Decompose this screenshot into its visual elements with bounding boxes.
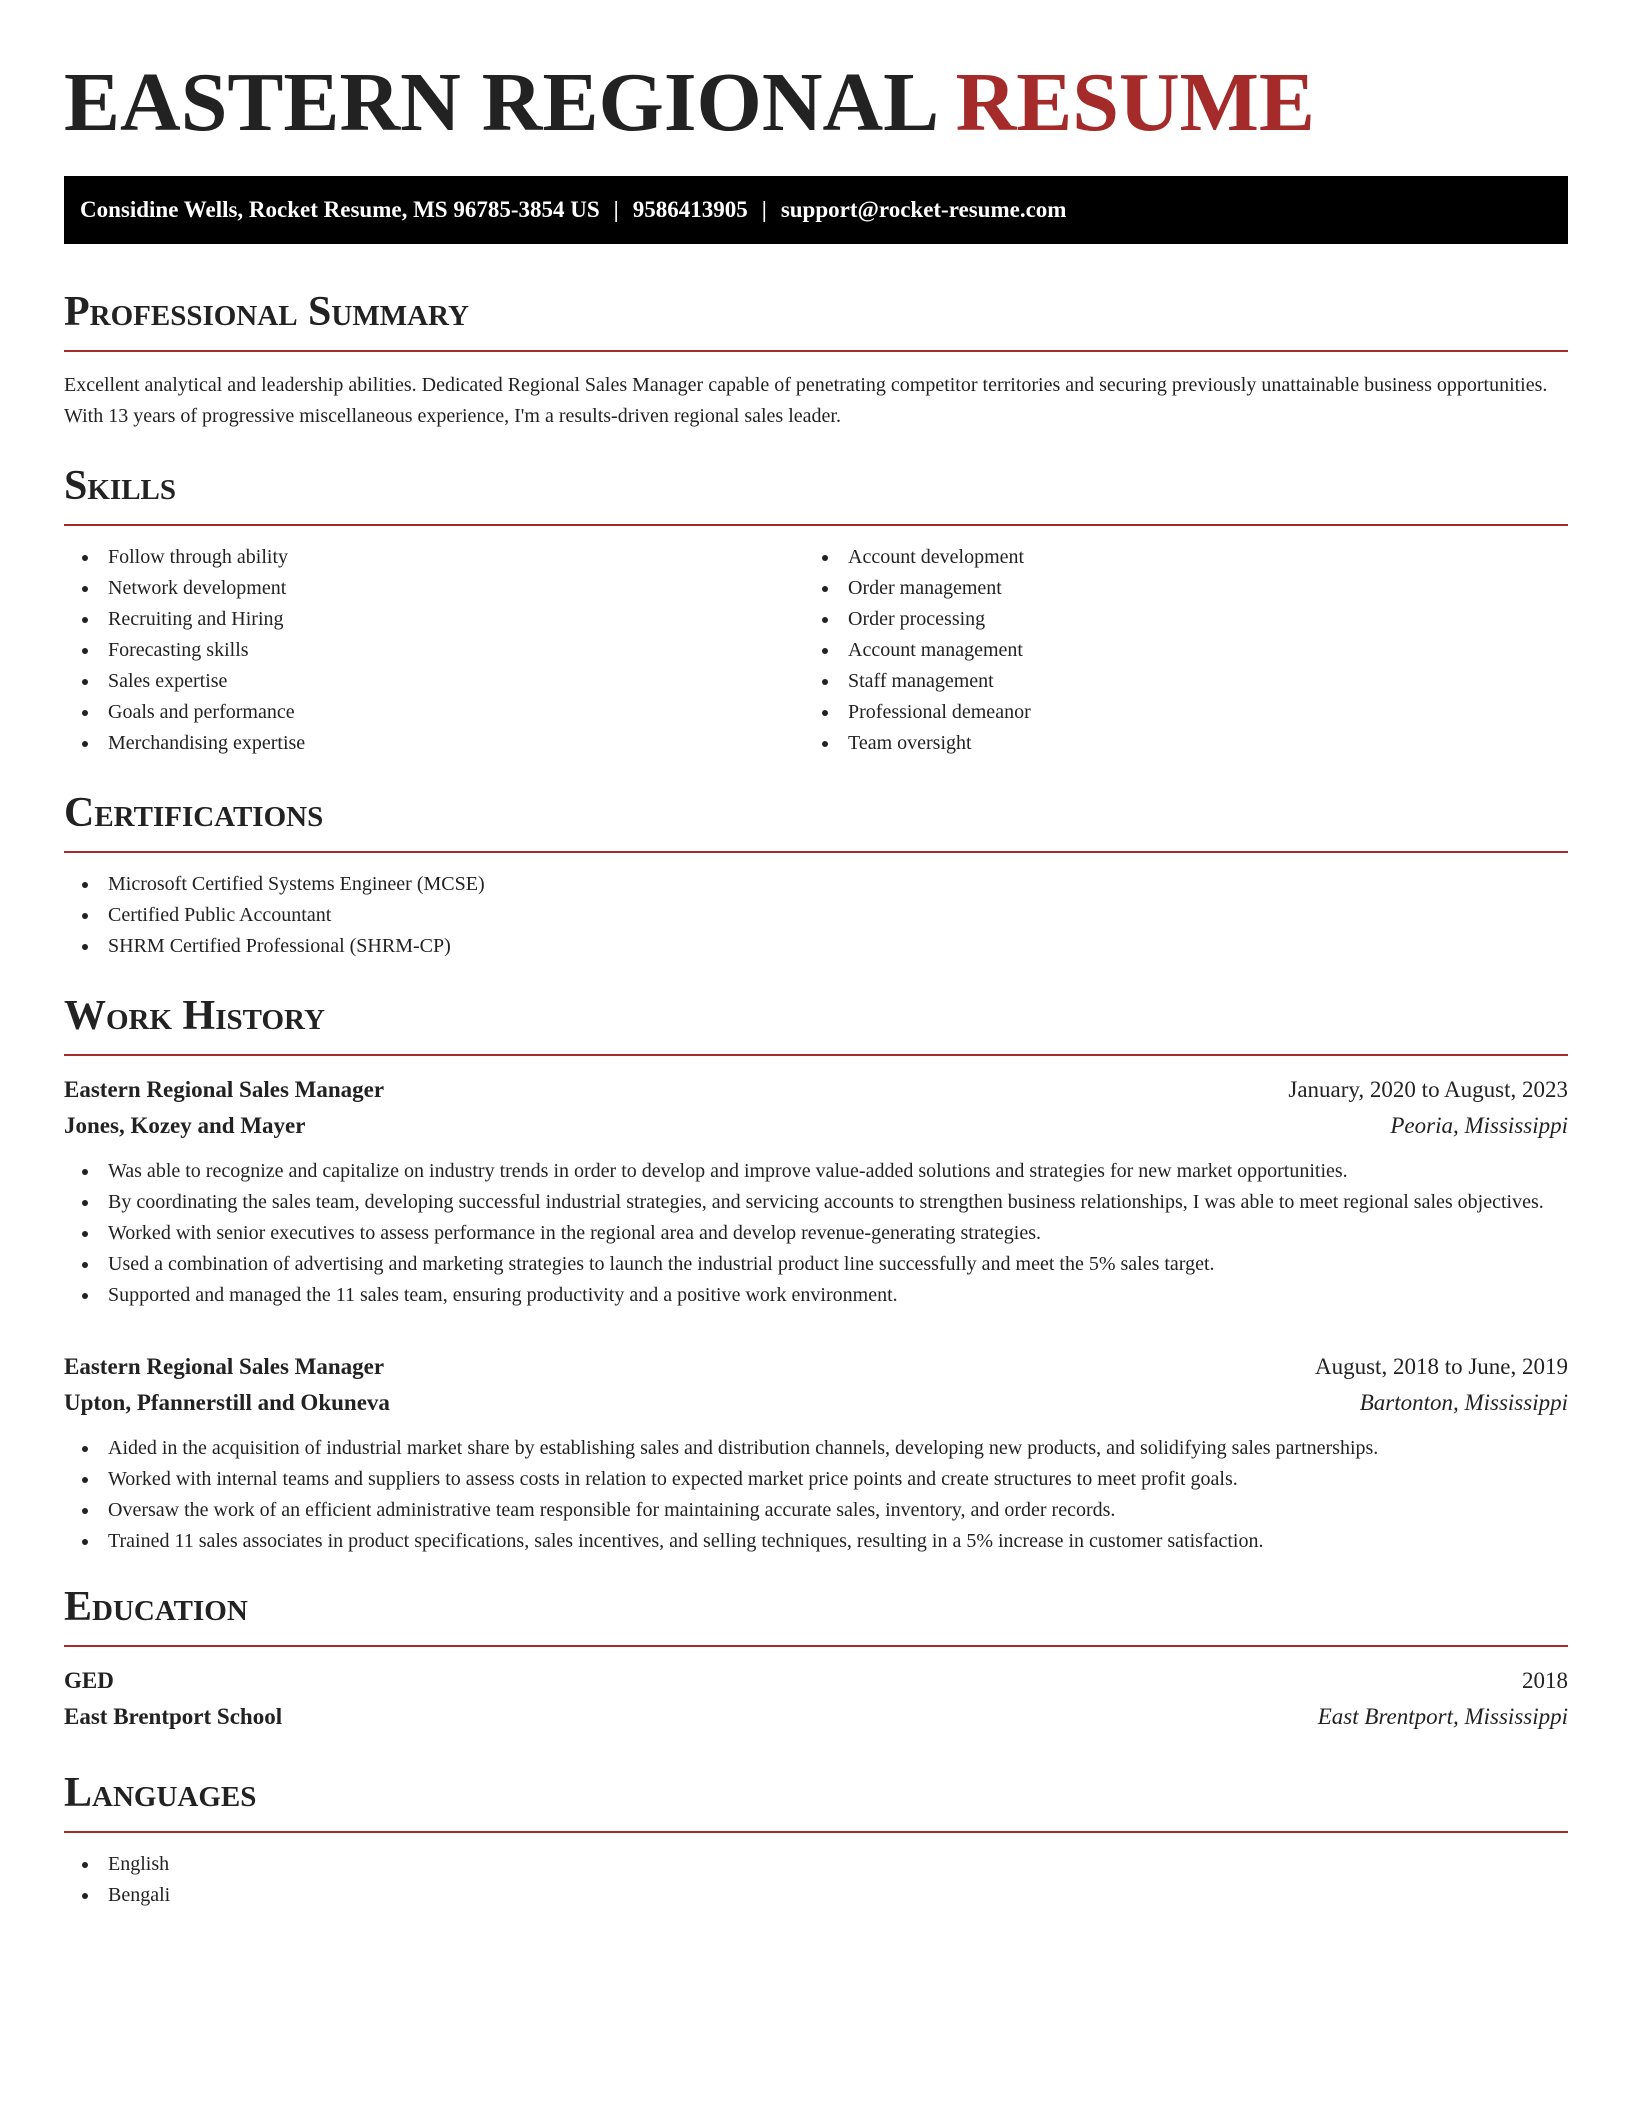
job-entry [64,1072,1568,1311]
certifications-list [64,869,1568,962]
skill-item: Account development [804,542,1544,573]
skill-item: Network development [64,573,804,604]
certification-item: SHRM Certified Professional (SHRM-CP) [64,931,1568,962]
summary-section [64,288,1568,432]
resume-title [64,0,1568,150]
language-item: Bengali [64,1880,1568,1911]
skill-item: Staff management [804,666,1544,697]
section-heading-certifications: Certifications [64,790,324,836]
job-header-row [64,1349,1568,1385]
education-location: East Brentport, Mississippi [1317,1704,1568,1729]
education-entry [64,1663,1568,1735]
skills-section [64,462,1568,759]
job-bullet: Worked with senior executives to assess performance in the regional area and develop revenue-generating strategies. [64,1218,1568,1249]
education-degree: GED [64,1668,114,1693]
job-bullet-list [64,1433,1568,1557]
section-divider [64,1831,1568,1833]
section-heading-work-history: Work History [64,993,325,1039]
job-title: Eastern Regional Sales Manager [64,1354,385,1379]
job-dates: August, 2018 to June, 2019 [1315,1354,1568,1379]
job-company-row [64,1108,1568,1144]
certification-item: Microsoft Certified Systems Engineer (MCSE) [64,869,1568,900]
job-location: Peoria, Mississippi [1390,1113,1568,1138]
contact-separator: | [761,197,767,222]
resume-page [64,0,1568,1911]
section-heading-education: Education [64,1584,248,1630]
section-divider [64,1054,1568,1056]
section-divider [64,524,1568,526]
job-bullet: Aided in the acquisition of industrial market share by establishing sales and distribution channels, developing new products, and solidifying sales partnerships. [64,1433,1568,1464]
title-part-red: RESUME [955,56,1315,149]
job-bullet: Was able to recognize and capitalize on industry trends in order to develop and improve value-added solutions and strategies for new market opportunities. [64,1156,1568,1187]
skill-item: Goals and performance [64,697,804,728]
job-bullet: Worked with internal teams and suppliers to assess costs in relation to expected market price points and create structures to meet profit goals. [64,1464,1568,1495]
languages-list [64,1849,1568,1911]
job-bullet: Oversaw the work of an efficient administrative team responsible for maintaining accurate sales, inventory, and order records. [64,1495,1568,1526]
job-bullet: Trained 11 sales associates in product specifications, sales incentives, and selling techniques, resulting in a 5% increase in customer satisfaction. [64,1526,1568,1557]
language-item: English [64,1849,1568,1880]
skill-item: Sales expertise [64,666,804,697]
job-title: Eastern Regional Sales Manager [64,1077,385,1102]
contact-bar [64,176,1568,244]
skill-item: Professional demeanor [804,697,1544,728]
job-bullet-list [64,1156,1568,1311]
job-bullet: By coordinating the sales team, developing successful industrial strategies, and servicing accounts to strengthen business relationships, I was able to meet regional sales objectives. [64,1187,1568,1218]
contact-phone: 9586413905 [632,197,748,222]
job-header-row [64,1072,1568,1108]
skill-item: Recruiting and Hiring [64,604,804,635]
contact-email: support@rocket-resume.com [780,197,1067,222]
job-entry [64,1349,1568,1557]
section-divider [64,1645,1568,1647]
skill-item: Order management [804,573,1544,604]
education-degree-row [64,1663,1568,1699]
section-heading-summary: Professional Summary [64,289,469,335]
job-dates: January, 2020 to August, 2023 [1288,1077,1568,1102]
contact-address: Considine Wells, Rocket Resume, MS 96785-3854 US [80,197,600,222]
summary-text: Excellent analytical and leadership abilities. Dedicated Regional Sales Manager capable of penetrating competitor territories and securing previously unattainable business opportunities. With 13 years of progressive miscellaneous experience, I'm a results-driven regional sales leader. [64,374,1548,427]
skill-item: Team oversight [804,728,1544,759]
job-company: Upton, Pfannerstill and Okuneva [64,1390,390,1415]
certifications-section [64,789,1568,962]
skill-item: Account management [804,635,1544,666]
work-history-section [64,992,1568,1557]
skills-list-left [64,542,804,759]
skills-list-right [804,542,1544,759]
skill-item: Order processing [804,604,1544,635]
skill-item: Merchandising expertise [64,728,804,759]
education-school: East Brentport School [64,1704,283,1729]
skill-item: Follow through ability [64,542,804,573]
section-heading-skills: Skills [64,463,177,509]
languages-section [64,1769,1568,1911]
education-section [64,1583,1568,1735]
certification-item: Certified Public Accountant [64,900,1568,931]
education-year: 2018 [1522,1668,1568,1693]
job-company-row [64,1385,1568,1421]
skill-item: Forecasting skills [64,635,804,666]
contact-separator: | [613,197,619,222]
section-divider [64,350,1568,352]
job-company: Jones, Kozey and Mayer [64,1113,306,1138]
education-school-row [64,1699,1568,1735]
section-divider [64,851,1568,853]
section-heading-languages: Languages [64,1770,257,1816]
job-bullet: Supported and managed the 11 sales team, ensuring productivity and a positive work environment. [64,1280,1568,1311]
job-bullet: Used a combination of advertising and marketing strategies to launch the industrial product line successfully and meet the 5% sales target. [64,1249,1568,1280]
skills-columns [64,542,1568,759]
title-part-dark: EASTERN REGIONAL [64,56,935,149]
job-location: Bartonton, Mississippi [1359,1390,1568,1415]
